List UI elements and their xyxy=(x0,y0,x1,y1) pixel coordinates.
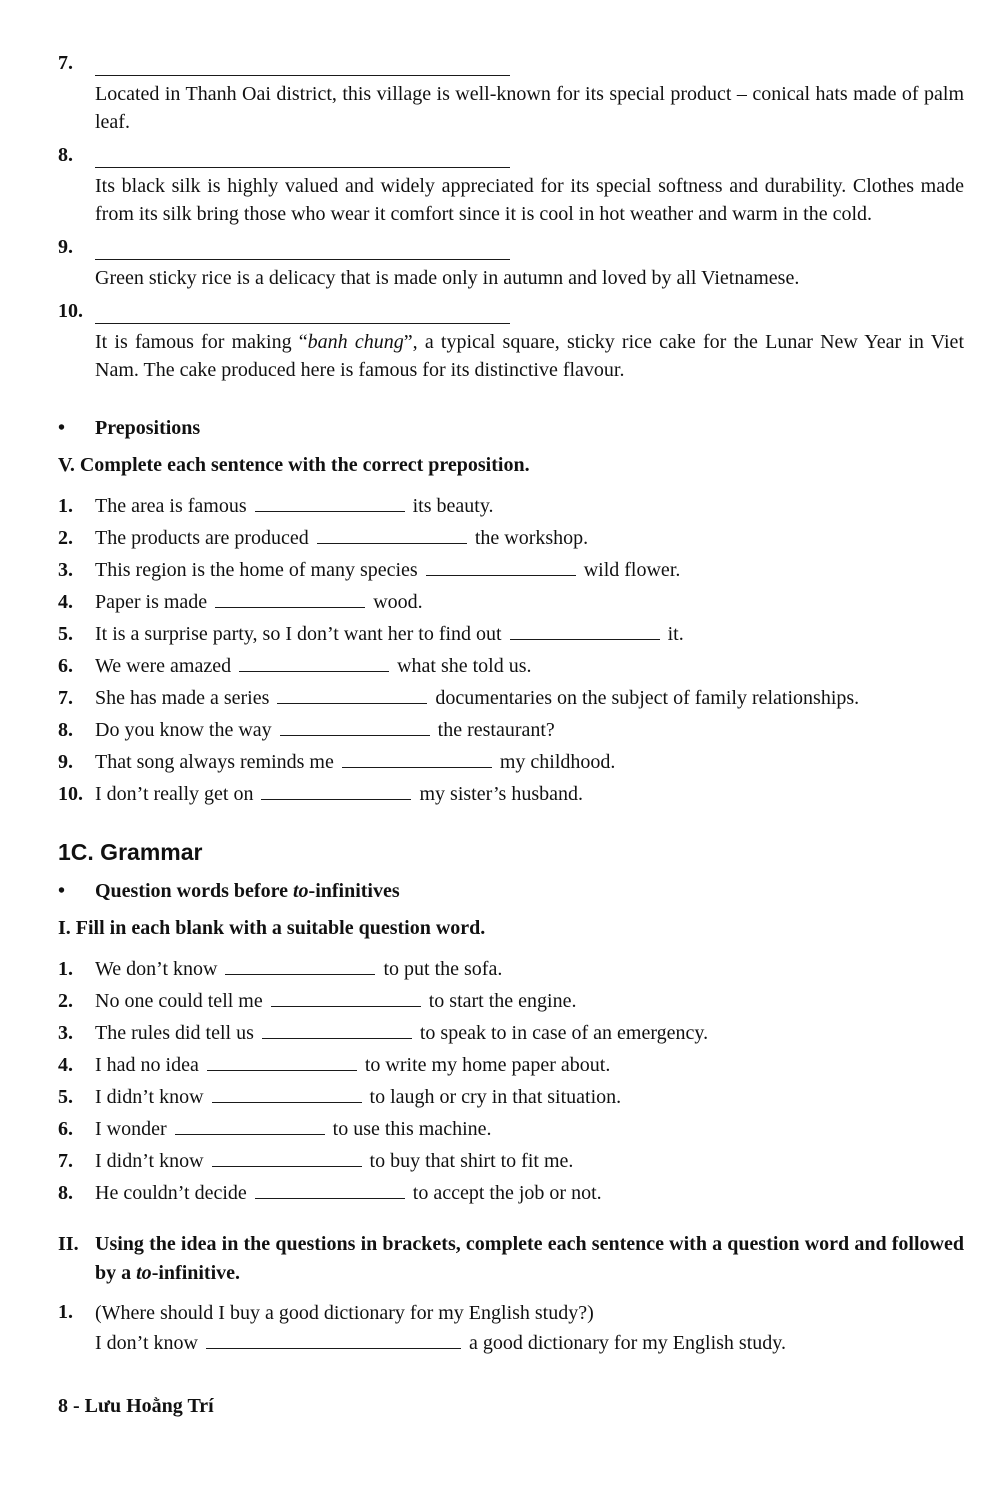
item-text xyxy=(95,684,964,713)
item-number: 1. xyxy=(58,1301,73,1323)
item-number: 5. xyxy=(58,1086,73,1108)
item-text xyxy=(95,328,964,384)
preposition-item xyxy=(58,716,964,745)
item-number: 4. xyxy=(58,1054,73,1076)
sentence-post: to buy that shirt to fit me. xyxy=(369,1150,574,1172)
fill-in-blank xyxy=(225,960,375,975)
item-text xyxy=(95,492,964,521)
exercise-instruction: I. Fill in each blank with a suitable question word. xyxy=(58,917,486,939)
item-number: 7. xyxy=(58,52,73,74)
exercise-instruction: V. Complete each sentence with the correct preposition. xyxy=(58,454,530,476)
fill-in-blank xyxy=(342,753,492,768)
preposition-item xyxy=(58,556,964,585)
item-number: 10. xyxy=(58,783,83,805)
sentence-post: to write my home paper about. xyxy=(364,1054,611,1076)
sentence-pre: I didn’t know xyxy=(95,1086,204,1108)
fill-in-blank xyxy=(510,625,660,640)
heading-italic: to xyxy=(292,880,309,902)
reading-item xyxy=(58,144,964,232)
answer-line xyxy=(95,144,510,168)
sentence-pre: The products are produced xyxy=(95,527,309,549)
item-text: Green sticky rice is a delicacy that is made only in autumn and loved by all Vietnamese. xyxy=(95,267,800,289)
bullet-icon: • xyxy=(58,417,66,439)
heading-text xyxy=(95,877,400,906)
sentence-pre: I wonder xyxy=(95,1118,167,1140)
sentence-pre: I don’t really get on xyxy=(95,783,254,805)
grammar-item xyxy=(58,1051,964,1080)
sentence-post: to accept the job or not. xyxy=(412,1182,602,1204)
item-number: 8. xyxy=(58,1182,73,1204)
answer-line xyxy=(95,236,510,260)
answer-line xyxy=(95,52,510,76)
grammar-topic-heading xyxy=(58,877,964,906)
item-text xyxy=(95,955,964,984)
sentence-post: wood. xyxy=(373,591,423,613)
sentence-post: the workshop. xyxy=(474,527,589,549)
fill-in-blank xyxy=(239,657,389,672)
item-number: 2. xyxy=(58,990,73,1012)
fill-in-blank xyxy=(175,1120,325,1135)
fill-in-blank xyxy=(255,497,405,512)
sentence-post: wild flower. xyxy=(583,559,681,581)
reading-item xyxy=(58,52,964,140)
grammar-item xyxy=(58,1179,964,1208)
answer-line xyxy=(95,300,510,324)
item-text xyxy=(95,652,964,681)
sentence-pre: It is a surprise party, so I don’t want her to find out xyxy=(95,623,502,645)
item-number: 6. xyxy=(58,1118,73,1140)
sentence-post: to put the sofa. xyxy=(383,958,503,980)
sentence-pre: She has made a series xyxy=(95,687,270,709)
fill-in-blank xyxy=(262,1024,412,1039)
preposition-item xyxy=(58,588,964,617)
preposition-item xyxy=(58,524,964,553)
grammar-item xyxy=(58,1083,964,1112)
item-text xyxy=(95,987,964,1016)
item-number: 7. xyxy=(58,687,73,709)
sentence-pre: No one could tell me xyxy=(95,990,263,1012)
fill-in-blank xyxy=(215,593,365,608)
fill-in-blank xyxy=(271,992,421,1007)
page-footer: 8 - Lưu Hoằng Trí xyxy=(58,1395,214,1417)
sentence-pre: We were amazed xyxy=(95,655,232,677)
fill-in-blank xyxy=(277,689,427,704)
reading-item xyxy=(58,300,964,388)
fill-in-blank xyxy=(212,1152,362,1167)
item-number: II. xyxy=(58,1233,79,1255)
preposition-item xyxy=(58,492,964,521)
item-number: 8. xyxy=(58,144,73,166)
fill-in-blank xyxy=(426,561,576,576)
item-number: 3. xyxy=(58,559,73,581)
fill-in-blank xyxy=(261,785,411,800)
preposition-item xyxy=(58,652,964,681)
grammar-item xyxy=(58,955,964,984)
item-text xyxy=(95,524,964,553)
item-number: 10. xyxy=(58,300,83,322)
fill-in-blank xyxy=(255,1184,405,1199)
item-text xyxy=(95,716,964,745)
heading-pre: Question words before xyxy=(95,880,293,902)
grammar-item xyxy=(58,987,964,1016)
preposition-item xyxy=(58,780,964,809)
item-number: 1. xyxy=(58,495,73,517)
item-text xyxy=(95,1298,964,1358)
sentence-post: my childhood. xyxy=(499,751,616,773)
sentence-post: my sister’s husband. xyxy=(419,783,583,805)
item-text xyxy=(95,1115,964,1144)
reading-item xyxy=(58,236,964,296)
sentence-pre: I had no idea xyxy=(95,1054,199,1076)
fill-in-blank xyxy=(206,1334,461,1349)
prepositions-heading xyxy=(58,414,964,443)
preposition-item xyxy=(58,684,964,713)
sentence-pre: This region is the home of many species xyxy=(95,559,418,581)
item-text xyxy=(95,556,964,585)
sentence-pre: Do you know the way xyxy=(95,719,272,741)
sentence-pre: It is famous for making “ xyxy=(95,331,308,353)
grammar-ex2-item xyxy=(58,1298,964,1358)
item-text xyxy=(95,748,964,777)
sentence-pre: He couldn’t decide xyxy=(95,1182,247,1204)
item-text xyxy=(95,1147,964,1176)
item-number: 4. xyxy=(58,591,73,613)
item-text xyxy=(95,620,964,649)
sentence-post: ”, a typical square, sticky rice cake for the Lunar New Year in Viet Nam. The cake produced here is famous for its distinctive flavour. xyxy=(95,331,964,381)
sentence-pre: Paper is made xyxy=(95,591,208,613)
sentence-post: to use this machine. xyxy=(332,1118,492,1140)
sentence-pre: That song always reminds me xyxy=(95,751,334,773)
item-number: 6. xyxy=(58,655,73,677)
sentence-post: it. xyxy=(667,623,684,645)
instruction-italic: to xyxy=(136,1262,152,1284)
sentence-post: a good dictionary for my English study. xyxy=(468,1332,786,1354)
section-heading: 1C. Grammar xyxy=(58,839,203,865)
answer-sentence xyxy=(95,1328,964,1358)
instruction-text xyxy=(95,1230,964,1288)
item-text xyxy=(95,588,964,617)
sentence-post: what she told us. xyxy=(397,655,532,677)
sentence-post: the restaurant? xyxy=(437,719,555,741)
fill-in-blank xyxy=(317,529,467,544)
sentence-pre: I didn’t know xyxy=(95,1150,204,1172)
item-number: 5. xyxy=(58,623,73,645)
fill-in-blank xyxy=(207,1056,357,1071)
item-text: Located in Thanh Oai district, this village is well-known for its special product – conical hats made of palm leaf. xyxy=(95,83,964,133)
item-number: 1. xyxy=(58,958,73,980)
preposition-item xyxy=(58,620,964,649)
item-text xyxy=(95,1019,964,1048)
preposition-item xyxy=(58,748,964,777)
item-number: 8. xyxy=(58,719,73,741)
item-text xyxy=(95,1083,964,1112)
item-number: 7. xyxy=(58,1150,73,1172)
sentence-italic: banh chung xyxy=(307,331,404,353)
sentence-post: to laugh or cry in that situation. xyxy=(369,1086,622,1108)
instruction-post: -infinitive. xyxy=(151,1262,241,1284)
grammar-item xyxy=(58,1019,964,1048)
sentence-post: documentaries on the subject of family relationships. xyxy=(435,687,860,709)
sentence-pre: The area is famous xyxy=(95,495,247,517)
exercise-instruction xyxy=(58,1230,964,1288)
grammar-item xyxy=(58,1147,964,1176)
heading-text: Prepositions xyxy=(95,417,201,439)
fill-in-blank xyxy=(280,721,430,736)
item-number: 2. xyxy=(58,527,73,549)
sentence-post: to speak to in case of an emergency. xyxy=(419,1022,709,1044)
item-number: 9. xyxy=(58,751,73,773)
fill-in-blank xyxy=(212,1088,362,1103)
item-number: 3. xyxy=(58,1022,73,1044)
sentence-post: to start the engine. xyxy=(428,990,577,1012)
instruction-pre: Using the idea in the questions in brackets, complete each sentence with a question word and followed by a xyxy=(95,1233,964,1284)
grammar-item xyxy=(58,1115,964,1144)
item-text xyxy=(95,1051,964,1080)
item-text xyxy=(95,1179,964,1208)
item-text xyxy=(95,780,964,809)
sentence-pre: We don’t know xyxy=(95,958,218,980)
heading-post: -infinitives xyxy=(308,880,400,902)
bracket-question: (Where should I buy a good dictionary for my English study?) xyxy=(95,1302,594,1324)
item-text: Its black silk is highly valued and widely appreciated for its special softness and durability. Clothes made from its silk bring those who wear it comfort since it is cool in hot weather and warm in the cold. xyxy=(95,175,964,225)
bullet-icon: • xyxy=(58,880,66,902)
sentence-post: its beauty. xyxy=(412,495,494,517)
sentence-pre: I don’t know xyxy=(95,1332,198,1354)
sentence-pre: The rules did tell us xyxy=(95,1022,254,1044)
item-number: 9. xyxy=(58,236,73,258)
